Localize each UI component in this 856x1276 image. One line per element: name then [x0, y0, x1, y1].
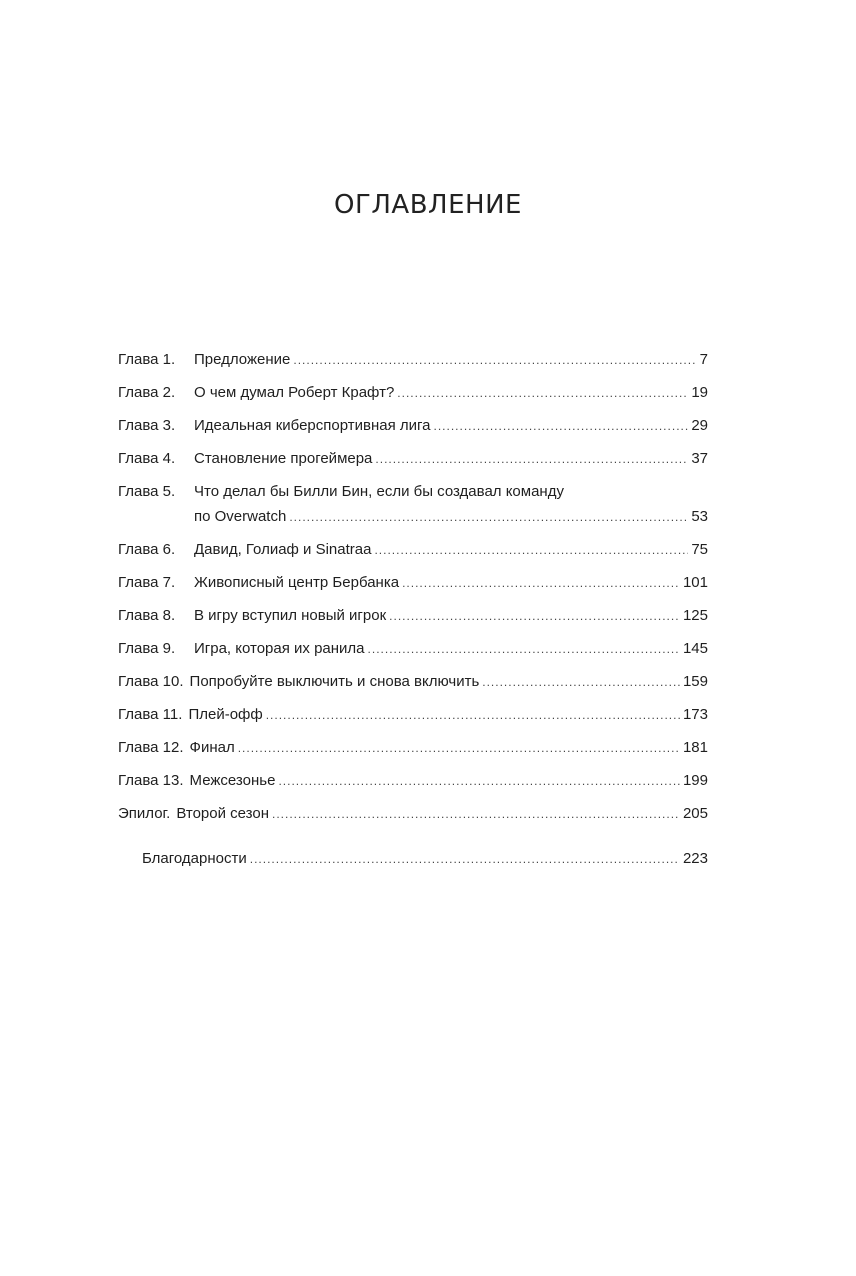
- toc-chapter-label: Глава 13.: [118, 772, 184, 789]
- toc-chapter-label: Глава 3.: [118, 417, 176, 434]
- page-title: ОГЛАВЛЕНИЕ: [334, 190, 522, 220]
- toc-entry-1[interactable]: [118, 343, 708, 376]
- dot-leader: [250, 843, 680, 876]
- toc-chapter-label: Глава 4.: [118, 450, 176, 467]
- toc-title: Живописный центр Бербанка: [194, 574, 400, 591]
- dot-leader: [397, 377, 688, 410]
- toc-chapter-label: Эпилог.: [118, 805, 171, 822]
- toc-title: Игра, которая их ранила: [194, 640, 365, 657]
- toc-entry-6[interactable]: [118, 533, 708, 566]
- dot-leader: [238, 732, 680, 765]
- toc-chapter-label: Глава 2.: [118, 384, 176, 401]
- toc-title: Межсезонье: [189, 772, 276, 789]
- toc-entry-9[interactable]: [118, 632, 708, 665]
- toc-title: В игру вступил новый игрок: [194, 607, 387, 624]
- toc-page-number: 181: [682, 739, 708, 756]
- toc-page-number: 145: [682, 640, 708, 657]
- toc-title: Что делал бы Билли Бин, если бы создавал команду: [194, 483, 564, 500]
- table-of-contents: [118, 343, 708, 875]
- toc-page-number: 37: [691, 450, 708, 467]
- toc-chapter-label: Глава 9.: [118, 640, 176, 657]
- toc-entry-epilogue[interactable]: [118, 797, 708, 830]
- toc-chapter-label: Глава 1.: [118, 351, 176, 368]
- toc-title-continued: по Overwatch: [194, 508, 287, 525]
- toc-page-number: 75: [691, 541, 708, 558]
- toc-page-number: 125: [682, 607, 708, 624]
- toc-page-number: 29: [691, 417, 708, 434]
- toc-entry-7[interactable]: [118, 566, 708, 599]
- toc-entry-10[interactable]: [118, 665, 708, 698]
- toc-chapter-label: Глава 7.: [118, 574, 176, 591]
- toc-title: Давид, Голиаф и Sinatraa: [194, 541, 372, 558]
- dot-leader: [482, 666, 680, 699]
- dot-leader: [368, 633, 680, 666]
- toc-chapter-label: Глава 6.: [118, 541, 176, 558]
- dot-leader: [278, 765, 680, 798]
- toc-entry-3[interactable]: [118, 409, 708, 442]
- toc-entry-11[interactable]: [118, 698, 708, 731]
- toc-chapter-label: Глава 10.: [118, 673, 184, 690]
- toc-entry-8[interactable]: [118, 599, 708, 632]
- toc-chapter-label: Глава 5.: [118, 483, 176, 500]
- toc-page-number: 205: [682, 805, 708, 822]
- toc-entry-5-continued[interactable]: [118, 500, 708, 533]
- toc-chapter-label: Глава 11.: [118, 706, 183, 723]
- toc-page-number: 199: [682, 772, 708, 789]
- toc-title: Попробуйте выключить и снова включить: [189, 673, 480, 690]
- toc-title: Предложение: [194, 351, 291, 368]
- toc-title: Плей-офф: [188, 706, 263, 723]
- dot-leader: [293, 344, 696, 377]
- dot-leader: [375, 443, 688, 476]
- toc-entry-acknowledgments[interactable]: [118, 842, 708, 875]
- dot-leader: [389, 600, 680, 633]
- toc-title: Благодарности: [142, 850, 247, 867]
- toc-page-number: 159: [682, 673, 708, 690]
- dot-leader: [374, 534, 688, 567]
- toc-page-number: 101: [682, 574, 708, 591]
- dot-leader: [433, 410, 688, 443]
- dot-leader: [289, 501, 688, 534]
- toc-title: Идеальная киберспортивная лига: [194, 417, 431, 434]
- toc-title: Второй сезон: [176, 805, 269, 822]
- toc-page-number: 223: [682, 850, 708, 867]
- dot-leader: [266, 699, 680, 732]
- toc-page-number: 7: [699, 351, 708, 368]
- dot-leader: [402, 567, 680, 600]
- toc-title: Становление прогеймера: [194, 450, 373, 467]
- toc-chapter-label: Глава 8.: [118, 607, 176, 624]
- toc-title: О чем думал Роберт Крафт?: [194, 384, 395, 401]
- toc-entry-13[interactable]: [118, 764, 708, 797]
- toc-chapter-label: Глава 12.: [118, 739, 184, 756]
- dot-leader: [272, 798, 680, 831]
- toc-title: Финал: [189, 739, 235, 756]
- toc-entry-2[interactable]: [118, 376, 708, 409]
- toc-entry-12[interactable]: [118, 731, 708, 764]
- toc-page-number: 19: [691, 384, 708, 401]
- toc-page-number: 53: [691, 508, 708, 525]
- toc-page-number: 173: [682, 706, 708, 723]
- toc-entry-4[interactable]: [118, 442, 708, 475]
